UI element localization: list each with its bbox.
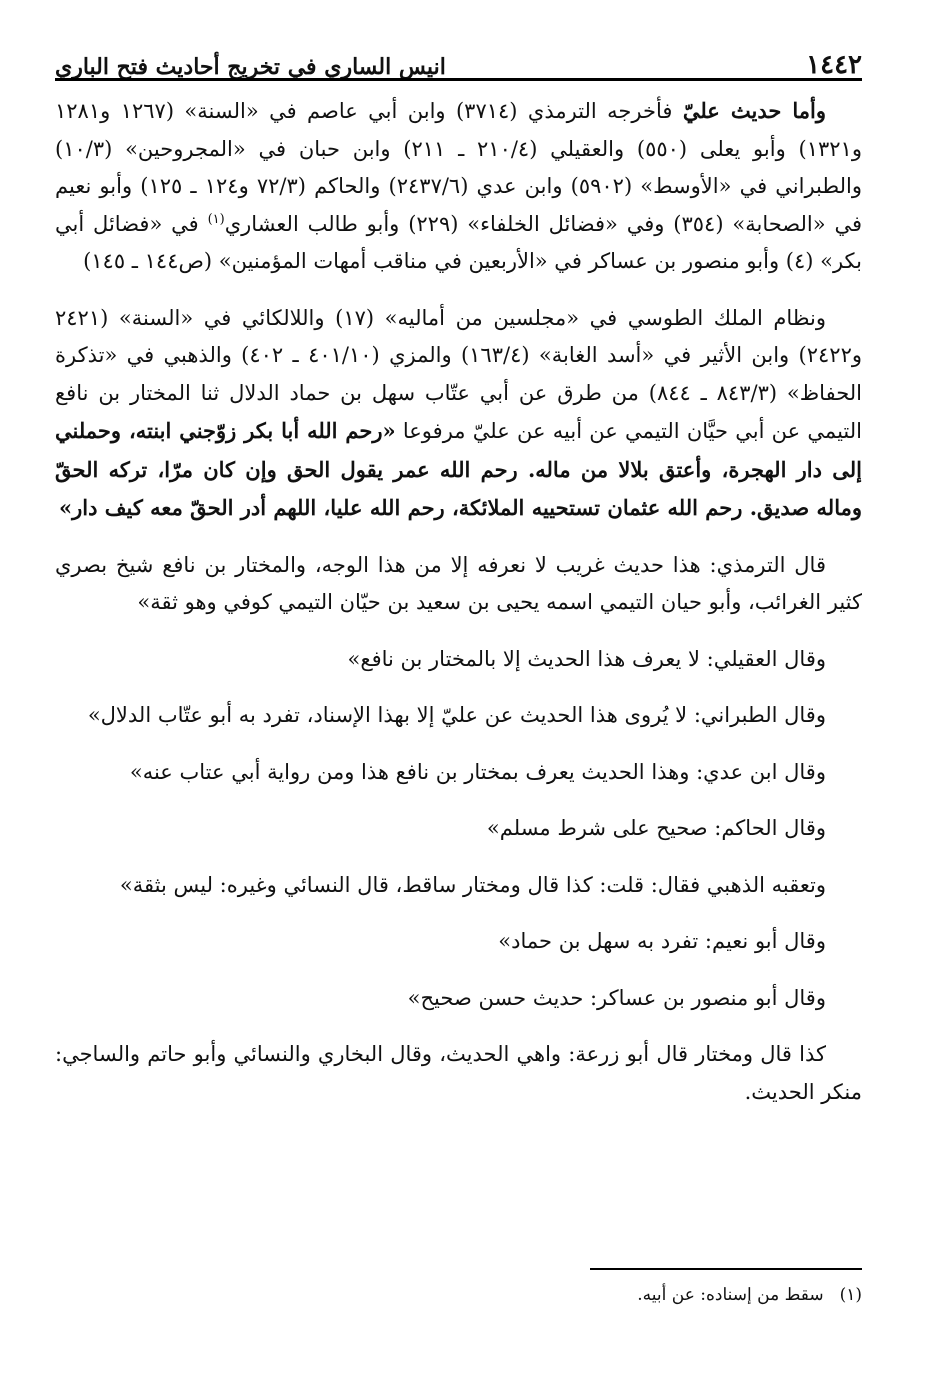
paragraph-7: وقال الحاكم: صحيح على شرط مسلم» (486, 816, 826, 840)
hadith-text: «رحم الله أبا بكر زوّجني ابنته، وحملني إلى دار الهجرة، وأعتق بلالا من ماله. رحم الله عمر يقول الحق وإن كان مرّا، تركه الحقّ وماله صديق. رحم الله عثمان تستحييه الملائكة، رحم الله عليا، اللهم أدر الحقّ معه كيف دار» (55, 418, 862, 520)
paragraph-4: وقال العقيلي: لا يعرف هذا الحديث إلا بالمختار بن نافع» (347, 646, 826, 671)
footnote-marker: (١) (839, 1285, 862, 1305)
paragraph-1 (55, 92, 862, 281)
footnote-text: سقط من إسناده: عن أبيه. (637, 1285, 824, 1305)
paragraph-8: وتعقبه الذهبي فقال: قلت: كذا قال ومختار ساقط، قال النسائي وغيره: ليس بثقة» (119, 872, 826, 897)
paragraph-3: قال الترمذي: هذا حديث غريب لا نعرفه إلا من هذا الوجه، والمختار بن نافع شيخ بصري كثير الغرائب، وأبو حيان التيمي اسمه يحيى بن سعيد بن حيّان التيمي كوفي وهو ثقة» (55, 552, 862, 614)
paragraph-text: فأخرجه الترمذي (٣٧١٤) وابن أبي عاصم في «السنة» (١٢٦٧ و١٢٨١ و١٣٢١) وأبو يعلى (٥٥٠) والعقيلي (٢١٠/٤ ـ ٢١١) وابن حبان في «المجروحين» (١٠/٣) والطبراني في «الأوسط» (٥٩٠٢) وابن عدي (٢٤٣٧/٦) والحاكم (٧٢/٣ و١٢٤ ـ ١٢٥) وأبو نعيم في «الصحابة» (٣٥٤) وفي «فضائل الخلفاء» (٢٢٩) وأبو طالب العشاري (55, 99, 863, 236)
page-number: ١٤٤٢ (806, 50, 862, 80)
footnote-ref: (١) (207, 211, 225, 227)
paragraph-text: ونظام الملك الطوسي في «مجلسين من أماليه» (١٧) واللالكائي في «السنة» (٢٤٢١ و٢٤٢٢) وابن الأثير في «أسد الغابة» (١٦٣/٤) والمزي (٤٠١/١٠ ـ ٤٠٢) والذهبي في «تذكرة الحفاظ» (٨٤٣/٣ ـ ٨٤٤) من طرق عن أبي عتّاب سهل بن حماد الدلال ثنا المختار بن نافع التيمي عن أبي حيَّان التيمي عن أبيه عن عليّ مرفوعا (55, 305, 863, 443)
paragraph-2 (55, 300, 862, 528)
main-text (55, 92, 862, 1130)
paragraph-text-cont: في «فضائل أبي بكر» (٤) وأبو منصور بن عساكر في «الأربعين في مناقب أمهات المؤمنين» (ص١٤٤ ـ ١٤٥) (55, 211, 862, 273)
running-title: انيس الساري في تخريج أحاديث فتح الباري (55, 54, 446, 80)
header-rule (55, 78, 862, 81)
footnote-rule (590, 1268, 862, 1270)
page-header (55, 38, 862, 78)
paragraph-lead: وأما حديث عليّ (682, 98, 826, 123)
footnote (55, 1282, 862, 1308)
paragraph-5: وقال الطبراني: لا يُروى هذا الحديث عن عليّ إلا بهذا الإسناد، تفرد به أبو عتّاب الدلال» (87, 703, 826, 727)
paragraph-11: كذا قال ومختار قال أبو زرعة: واهي الحديث، وقال البخاري والنسائي وأبو حاتم والساجي: منكر الحديث. (55, 1042, 862, 1104)
paragraph-9: وقال أبو نعيم: تفرد به سهل بن حماد» (498, 929, 826, 953)
paragraph-6: وقال ابن عدي: وهذا الحديث يعرف بمختار بن نافع هذا ومن رواية أبي عتاب عنه» (129, 759, 826, 784)
paragraph-10: وقال أبو منصور بن عساكر: حديث حسن صحيح» (407, 985, 826, 1010)
